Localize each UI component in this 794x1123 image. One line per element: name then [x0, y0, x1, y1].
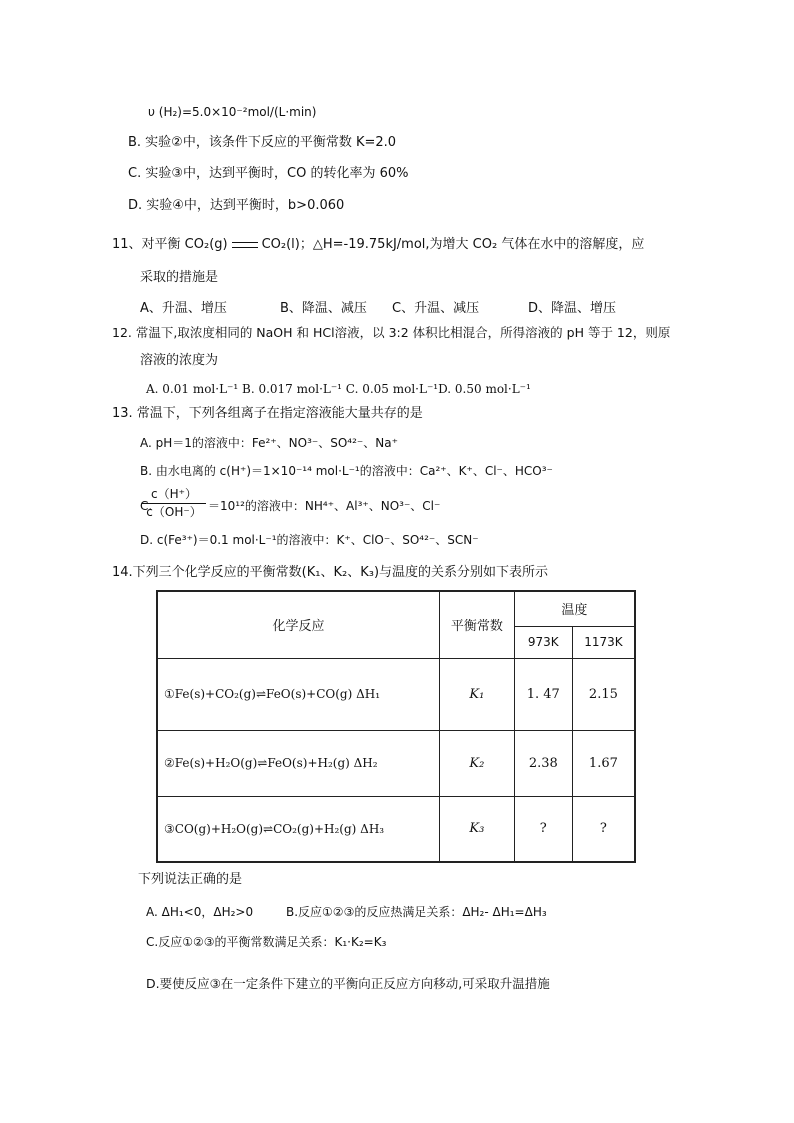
q13-option-b: B. 由水电离的 c(H⁺)＝1×10⁻¹⁴ mol·L⁻¹的溶液中：Ca²⁺、K⁺、Cl⁻、HCO³⁻ [140, 464, 553, 478]
table-row [157, 730, 635, 796]
reaction-cell: ③CO(g)+H₂O(g)⇌CO₂(g)+H₂(g) ΔH₃ [157, 796, 439, 862]
table-header-reaction: 化学反应 [157, 591, 439, 658]
constant-cell: K₂ [439, 730, 514, 796]
table-header-1173k: 1173K [572, 626, 635, 658]
q14-stem: 14.下列三个化学反应的平衡常数(K₁、K₂、K₃)与温度的关系分别如下表所示 [112, 565, 549, 580]
q14-option-c: C.反应①②③的平衡常数满足关系：K₁·K₂=K₃ [146, 935, 387, 949]
q14-option-a: A. ΔH₁<0，ΔH₂>0 [146, 905, 254, 919]
q13-stem: 13. 常温下，下列各组离子在指定溶液能大量共存的是 [112, 406, 423, 421]
q11-option-c: C、升温、减压 [392, 301, 480, 316]
q14-option-b: B.反应①②③的反应热满足关系：ΔH₂- ΔH₁=ΔH₃ [286, 905, 547, 919]
q10-option-b: B. 实验②中，该条件下反应的平衡常数 K=2.0 [128, 135, 397, 150]
fraction-bar [142, 503, 206, 504]
constant-cell: K₁ [439, 658, 514, 730]
q11-option-a: A、升温、增压 [140, 301, 227, 316]
fraction-numerator: c（H⁺） [151, 487, 197, 501]
reaction-cell: ②Fe(s)+H₂O(g)⇌FeO(s)+H₂(g) ΔH₂ [157, 730, 439, 796]
value-1173k-cell: 2.15 [572, 658, 635, 730]
q11-option-b: B、降温、减压 [280, 301, 367, 316]
q14-sub-stem: 下列说法正确的是 [138, 872, 243, 887]
table-row [157, 796, 635, 862]
fraction-denominator: c（OH⁻） [146, 505, 202, 519]
table-header-constant: 平衡常数 [439, 591, 514, 658]
q13-option-c-prefix: C. [140, 499, 153, 513]
equilibrium-arrow-icon [232, 240, 258, 250]
q11-stem-line2: 采取的措施是 [140, 270, 219, 285]
q10-option-d: D. 实验④中，达到平衡时，b>0.060 [128, 198, 345, 213]
q11-stem [112, 236, 644, 254]
table-header-temperature: 温度 [514, 591, 635, 626]
q10-option-a-continuation: υ (H₂)=5.0×10⁻²mol/(L·min) [148, 105, 317, 119]
constant-cell: K₃ [439, 796, 514, 862]
table-header-973k: 973K [514, 626, 572, 658]
value-973k-cell: ? [514, 796, 572, 862]
q13-option-a: A. pH＝1的溶液中：Fe²⁺、NO³⁻、SO⁴²⁻、Na⁺ [140, 436, 398, 450]
q11-option-d: D、降温、增压 [528, 301, 617, 316]
q13-option-d: D. c(Fe³⁺)＝0.1 mol·L⁻¹的溶液中：K⁺、ClO⁻、SO⁴²⁻、SCN⁻ [140, 533, 479, 547]
q10-option-c: C. 实验③中，达到平衡时，CO 的转化率为 60% [128, 166, 409, 181]
value-973k-cell: 2.38 [514, 730, 572, 796]
value-1173k-cell: ? [572, 796, 635, 862]
value-973k-cell: 1. 47 [514, 658, 572, 730]
table-row [157, 658, 635, 730]
q11-stem-post: CO₂(l)；△H=-19.75kJ/mol,为增大 CO₂ 气体在水中的溶解度，应 [261, 237, 645, 252]
equilibrium-constant-table [156, 590, 636, 863]
q12-stem-line2: 溶液的浓度为 [140, 353, 219, 368]
reaction-cell: ①Fe(s)+CO₂(g)⇌FeO(s)+CO(g) ΔH₁ [157, 658, 439, 730]
q13-option-c-rest: ＝10¹²的溶液中：NH⁴⁺、Al³⁺、NO³⁻、Cl⁻ [208, 499, 441, 513]
q14-option-d: D.要使反应③在一定条件下建立的平衡向正反应方向移动,可采取升温措施 [146, 976, 550, 991]
value-1173k-cell: 1.67 [572, 730, 635, 796]
q13-option-c-fraction [142, 487, 206, 520]
q11-stem-pre: 11、对平衡 CO₂(g) [112, 237, 228, 252]
q12-stem: 12. 常温下,取浓度相同的 NaOH 和 HCl溶液，以 3:2 体积比相混合，所得溶液的 pH 等于 12，则原 [112, 325, 671, 340]
q12-options: A. 0.01 mol·L⁻¹ B. 0.017 mol·L⁻¹ C. 0.05 mol·L⁻¹D. 0.50 mol·L⁻¹ [146, 382, 531, 396]
